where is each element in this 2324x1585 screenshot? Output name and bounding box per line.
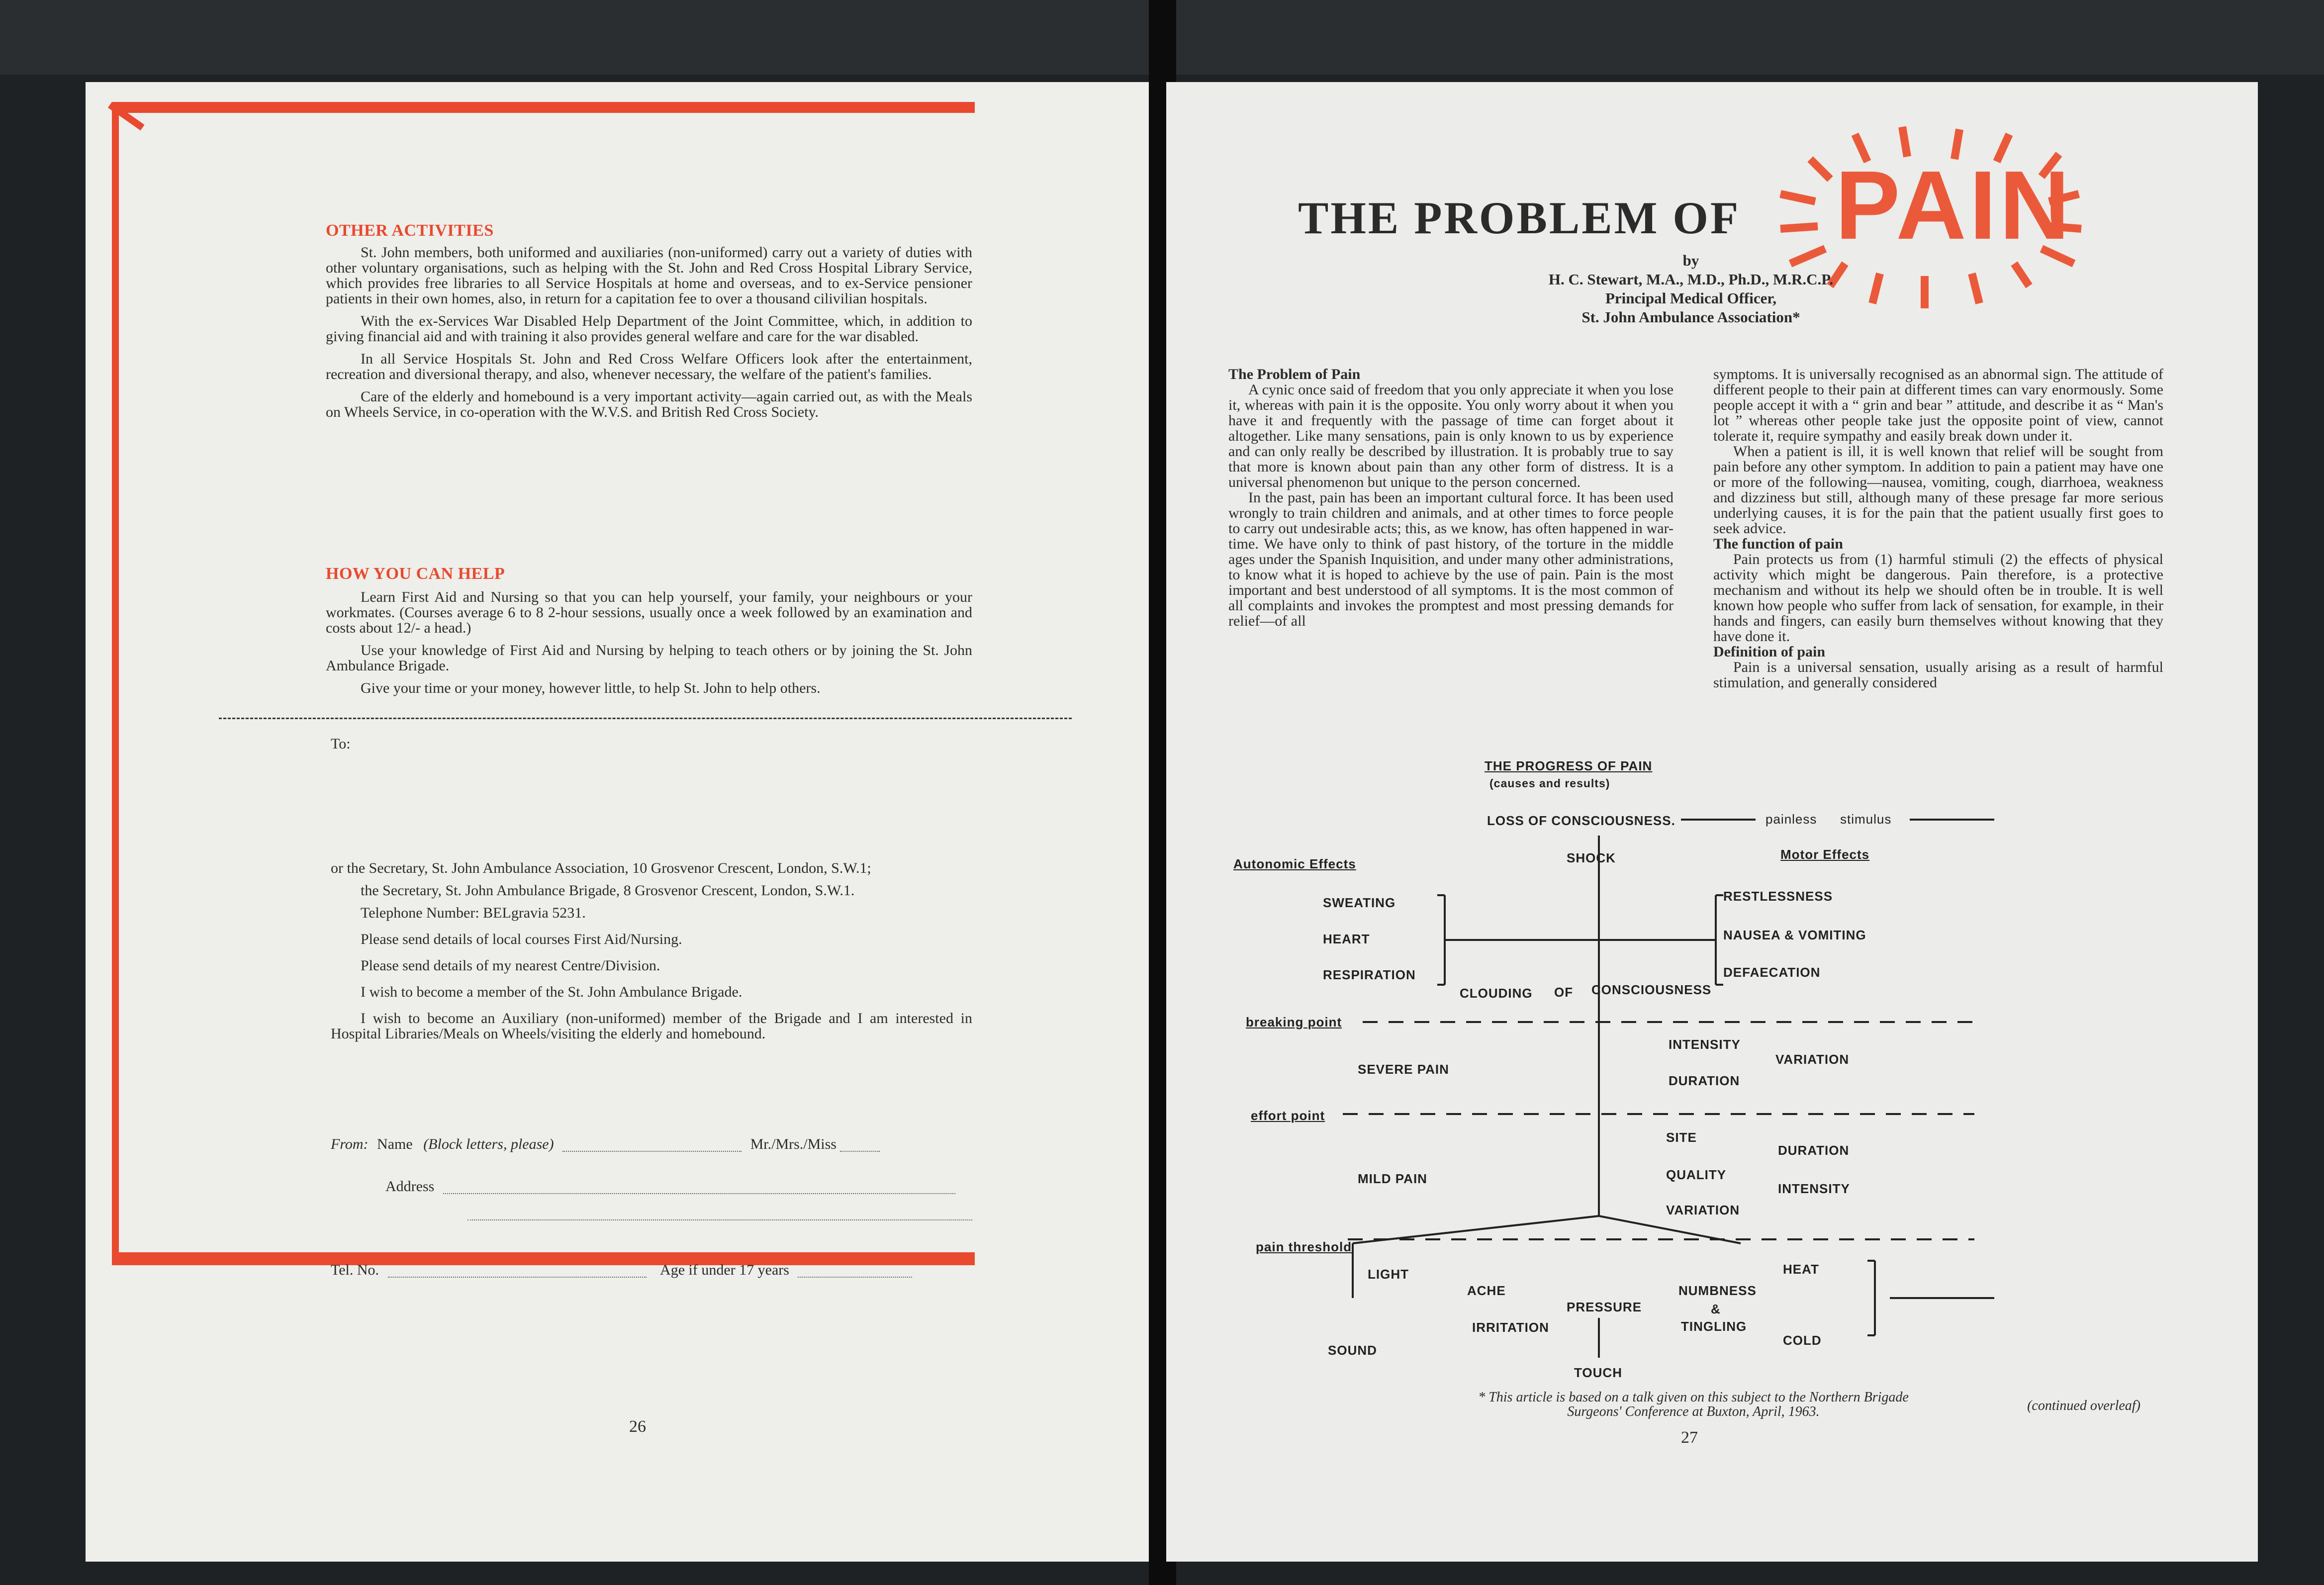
- severe-pain-label: SEVERE PAIN: [1358, 1062, 1449, 1077]
- autonomic-effects-label: Autonomic Effects: [1233, 856, 1356, 871]
- column-two: [1713, 367, 2163, 690]
- paragraph: St. John members, both uniformed and auxiliaries (non-uniformed) carry out a variety of duties with other voluntary organisations, such as helping with the St. John and Red Cross Hospital Library Service, which provides free libraries to all Service Hospitals at home and overseas, and to ex-Service pensioner patients in their own homes, also, in return for a capitation fee to over a thousand cilivilian hospitals.: [326, 244, 972, 307]
- loss-of-consciousness: LOSS OF CONSCIOUSNESS.: [1487, 813, 1675, 828]
- paragraph: In the past, pain has been an important cultural force. It has been used wrongly to train children and animals, and at other times to force people to carry out undesirable acts; this, as we know, has often happened in war-time. We have only to think of past history, of the torture in the middle ages under the Spanish Inquisition, and under many other administrations, to know what it is hoped to achieve by the use of pain. Pain is the most important and best understood of all symptoms. It is the most common of all complaints and invokes the promptest and most pressing demands for relief—of all: [1228, 489, 1673, 629]
- duration-label-1: DURATION: [1669, 1073, 1740, 1088]
- paragraph: Pain is a universal sensation, usually arising as a result of harmful stimulation, and generally considered: [1713, 659, 2163, 691]
- paragraph: symptoms. It is universally recognised as an abnormal sign. The attitude of different people to their pain at different times can vary enormously. Some people accept it with a “ grin and bear ” attitude, and describe it as “ Man's lot ” whereas other people take just the opposite point of view, cannot tolerate it, require sympathy and easily break down under it.: [1713, 366, 2163, 444]
- painless-label: painless: [1766, 812, 1817, 827]
- brigade-address: the Secretary, St. John Ambulance Brigade, 8 Grosvenor Crescent, London, S.W.1.: [361, 882, 855, 899]
- address-label: Address: [385, 1178, 435, 1195]
- paragraph: In all Service Hospitals St. John and Red Cross Welfare Officers look after the entertainment, recreation and diversional therapy, and also, whenever necessary, the welfare of the patient's families.: [326, 351, 972, 382]
- address-field-1[interactable]: [443, 1193, 955, 1194]
- footnote: * This article is based on a talk given on this subject to the Northern Brigade Surgeons' Conference at Buxton, April, 1963.: [1478, 1390, 1909, 1419]
- cold-label: COLD: [1783, 1333, 1822, 1348]
- restlessness-label: RESTLESSNESS: [1723, 889, 1833, 904]
- cut-line: [219, 718, 1072, 719]
- heat-label: HEAT: [1783, 1262, 1819, 1277]
- request-membership[interactable]: I wish to become a member of the St. John Ambulance Brigade.: [361, 984, 743, 1000]
- intensity-label-1: INTENSITY: [1669, 1037, 1741, 1052]
- byline-author: H. C. Stewart, M.A., M.D., Ph.D., M.R.C.P.: [1548, 271, 1834, 288]
- address-field-2[interactable]: [467, 1218, 972, 1220]
- how-you-can-help-heading: HOW YOU CAN HELP: [326, 564, 505, 583]
- byline-org: St. John Ambulance Association*: [1581, 308, 1800, 326]
- variation-label-1: VARIATION: [1775, 1052, 1850, 1067]
- association-address: or the Secretary, St. John Ambulance Association, 10 Grosvenor Crescent, London, S.W.1;: [331, 860, 871, 876]
- how-you-can-help-text: [326, 589, 972, 703]
- of-label: OF: [1554, 985, 1574, 1000]
- diagram-subtitle: (causes and results): [1489, 777, 1610, 790]
- from-row: [331, 1136, 972, 1152]
- ache-label: ACHE: [1467, 1283, 1506, 1298]
- touch-label: TOUCH: [1574, 1365, 1622, 1380]
- paragraph: When a patient is ill, it is well known that relief will be sought from pain before any other symptom. In addition to pain a patient may have one or more of the following—nausea, vomiting, cough, diarrhoea, weakness and dizziness but still, although many of these presage far more serious underlying causes, it is for the pain that the patient usually first goes to seek advice.: [1713, 443, 2163, 537]
- motor-effects-label: Motor Effects: [1780, 847, 1870, 862]
- form-details: [331, 860, 972, 1048]
- paragraph: A cynic once said of freedom that you only appreciate it when you lose it, whereas with pain it is the opposite. You only worry about it when you have it and frequently with the passage of time can forget about it altogether. Like many sensations, pain is only known to us by experience and can only really be described by illustration. It is probably true to say that more is known about pain than any other form of distress. It is a universal phenomenon but unique to the person concerned.: [1228, 381, 1673, 490]
- irritation-label: IRRITATION: [1472, 1320, 1549, 1335]
- defaecation-label: DEFAECATION: [1723, 965, 1821, 980]
- address-row: [385, 1179, 972, 1194]
- variation-label-2: VARIATION: [1666, 1203, 1740, 1217]
- from-label: From:: [331, 1136, 369, 1152]
- age-label: Age if under 17 years: [660, 1262, 789, 1278]
- to-label: To:: [331, 736, 351, 752]
- request-centre[interactable]: Please send details of my nearest Centre/Division.: [361, 957, 660, 974]
- paragraph: Care of the elderly and homebound is a very important activity—again carried out, as with the Meals on Wheels Service, in co-operation with the W.V.S. and British Red Cross Society.: [326, 388, 972, 420]
- light-label: LIGHT: [1368, 1267, 1409, 1282]
- tel-label: Tel. No.: [331, 1262, 379, 1278]
- section-heading-definition: Definition of pain: [1713, 644, 1826, 660]
- age-field[interactable]: [798, 1277, 912, 1278]
- intensity-label-2: INTENSITY: [1778, 1181, 1850, 1196]
- clouding-label: CLOUDING: [1460, 986, 1533, 1001]
- title-field[interactable]: [840, 1151, 880, 1152]
- pain-emphasis-word: PAIN: [1835, 151, 2073, 260]
- column-one: [1228, 367, 1673, 629]
- shock-label: SHOCK: [1567, 850, 1616, 865]
- effort-point-label: effort point: [1251, 1108, 1325, 1123]
- page-number-left: 26: [629, 1417, 646, 1436]
- request-courses[interactable]: Please send details of local courses First Aid/Nursing.: [361, 931, 682, 947]
- paragraph: Learn First Aid and Nursing so that you can help yourself, your family, your neighbours or your workmates. (Courses average 6 to 8 2-hour sessions, usually once a week followed by an examination and costs about 12/- a head.): [326, 589, 972, 636]
- name-label: Name: [377, 1136, 413, 1152]
- byline: [1442, 251, 1940, 327]
- tingling-label: TINGLING: [1681, 1319, 1747, 1334]
- paragraph: With the ex-Services War Disabled Help Department of the Joint Committee, which, in addition to giving financial aid and with training it also provides general welfare and care for the war disabled.: [326, 313, 972, 345]
- pain-threshold-label: pain threshold: [1256, 1239, 1352, 1254]
- pressure-label: PRESSURE: [1567, 1300, 1642, 1314]
- tel-row: [331, 1262, 972, 1278]
- paragraph: Pain protects us from (1) harmful stimuli (2) the effects of physical activity which might be dangerous. Pain therefore, is a protective mechanism and without its help we should often be in trouble. It is well known how people who suffer from lack of sensation, for example, in their hands and fingers, can easily burn themselves without knowing that they have done it.: [1713, 551, 2163, 645]
- red-frame-top: [112, 102, 975, 113]
- request-auxiliary[interactable]: I wish to become an Auxiliary (non-uniformed) member of the Brigade and I am interested in Hospital Libraries/Meals on Wheels/visiting the elderly and homebound.: [331, 1010, 972, 1042]
- byline-by: by: [1682, 252, 1699, 269]
- page-number-right: 27: [1681, 1428, 1698, 1447]
- continued-note: (continued overleaf): [2027, 1398, 2140, 1413]
- mild-pain-label: MILD PAIN: [1358, 1171, 1427, 1186]
- stimulus-label: stimulus: [1840, 812, 1892, 827]
- breaking-point-label: breaking point: [1246, 1015, 1342, 1029]
- duration-label-2: DURATION: [1778, 1143, 1850, 1158]
- consciousness-label: CONSCIOUSNESS: [1591, 982, 1712, 997]
- title-options: Mr./Mrs./Miss: [750, 1136, 837, 1152]
- site-label: SITE: [1666, 1130, 1697, 1145]
- paragraph: Use your knowledge of First Aid and Nursing by helping to teach others or by joining the St. John Ambulance Brigade.: [326, 642, 972, 674]
- quality-label: QUALITY: [1666, 1167, 1727, 1182]
- name-field[interactable]: [562, 1151, 742, 1152]
- diagram-title-text: THE PROGRESS OF PAIN: [1485, 758, 1653, 773]
- paragraph: Give your time or your money, however little, to help St. John to help others.: [361, 680, 821, 696]
- article-title: THE PROBLEM OF: [1298, 192, 1741, 243]
- section-heading-problem: The Problem of Pain: [1228, 366, 1361, 382]
- telephone: Telephone Number: BELgravia 5231.: [361, 905, 586, 921]
- nausea-label: NAUSEA & VOMITING: [1723, 928, 1866, 942]
- tel-field[interactable]: [388, 1277, 647, 1278]
- heart-label: HEART: [1323, 932, 1370, 946]
- other-activities-heading: OTHER ACTIVITIES: [326, 221, 494, 240]
- numbness-label: NUMBNESS: [1678, 1283, 1757, 1298]
- red-frame-left: [112, 102, 119, 1265]
- byline-role: Principal Medical Officer,: [1605, 289, 1777, 307]
- sweating-label: SWEATING: [1323, 895, 1396, 910]
- respiration-label: RESPIRATION: [1323, 967, 1416, 982]
- ampersand-label: &: [1711, 1302, 1721, 1316]
- section-heading-function: The function of pain: [1713, 536, 1843, 552]
- diagram-title: [1485, 758, 1652, 774]
- block-letters-hint: (Block letters, please): [423, 1136, 554, 1152]
- sound-label: SOUND: [1328, 1343, 1377, 1358]
- other-activities-text: [326, 245, 972, 427]
